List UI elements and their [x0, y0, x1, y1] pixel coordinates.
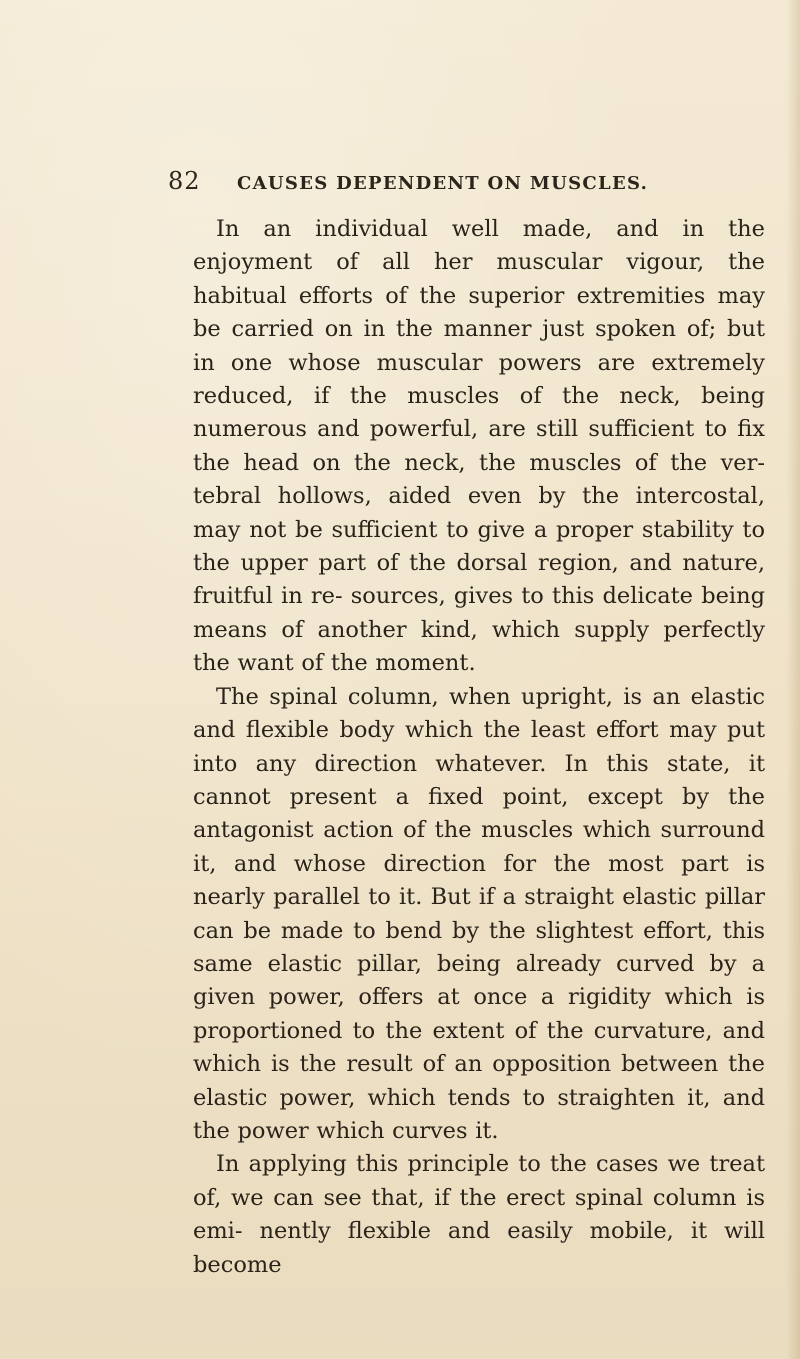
page-header	[0, 165, 800, 197]
body-text	[193, 213, 765, 1282]
paragraph-3: In applying this principle to the cases we treat of, we can see that, if the erect spinal column is emi- nently flexible and easily mobile, it will become	[193, 1151, 765, 1278]
paragraph-2: The spinal column, when upright, is an elastic and flexible body which the least effort may put into any direction whatever. In this state, it cannot present a fixed point, except by the antagonist action of the muscles which surround it, and whose direction for the most part is nearly parallel to it. But if a straight elastic pillar can be made to bend by the slightest effort, this same elastic pillar, being already curved by a given power, offers at once a rigidity which is proportioned to the extent of the curvature, and which is the result of an opposition between the elastic power, which tends to straighten it, and the power which curves it.	[193, 683, 765, 1144]
paragraph-1: In an individual well made, and in the enjoyment of all her muscular vigour, the habitual efforts of the superior extremities may be carried on in the manner just spoken of; but in one whose muscular powers are extremely reduced, if the muscles of the neck, being numerous and powerful, are still sufficient to fix the head on the neck, the muscles of the ver- tebral hollows, aided even by the intercostal, may not be sufficient to give a proper stability to the upper part of the dorsal region, and nature, fruitful in re- sources, gives to this delicate being means of another kind, which supply perfectly the want of the moment.	[193, 216, 765, 677]
page-number: 82	[168, 167, 201, 195]
running-head: CAUSES DEPENDENT ON MUSCLES.	[237, 173, 649, 194]
